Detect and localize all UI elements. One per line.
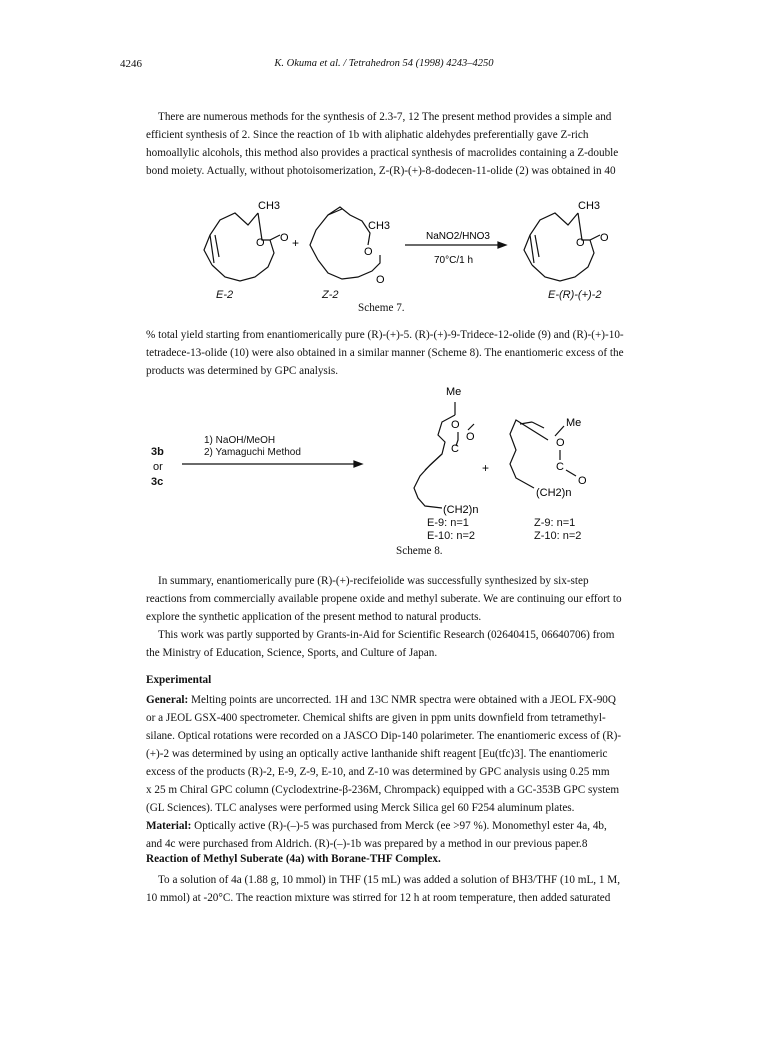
ch3-label: CH3 xyxy=(258,200,281,212)
material-label: Material: xyxy=(146,820,192,832)
text-line: homoallylic alcohols, this method also provides a practical synthesis of macrolides containing a Z-double xyxy=(146,147,619,159)
text-line: products was determined by GPC analysis. xyxy=(146,365,339,377)
plus-sign: + xyxy=(292,236,300,250)
oxygen-label: O xyxy=(556,437,565,449)
oxygen-label: O xyxy=(256,237,265,249)
scheme-7-structures xyxy=(190,195,630,290)
reagent-bottom: 70°C/1 h xyxy=(434,255,474,266)
text-line xyxy=(146,691,652,709)
page-number: 4246 xyxy=(120,58,142,70)
text-line: bond moiety. Actually, without photoisomerization, Z-(R)-(+)-8-dodecen-11-olide (2) was obtained in 40 xyxy=(146,165,616,177)
reactant-3c: 3c xyxy=(151,476,164,488)
general-text: Melting points are uncorrected. 1H and 13C NMR spectra were obtained with a JEOL FX-90Q xyxy=(191,694,616,706)
ch2n-label: (CH2)n xyxy=(536,487,572,499)
text-line: (GL Sciences). TLC analyses were performed using Merck Silica gel 60 F254 aluminum plates. xyxy=(146,802,575,814)
carbon-label: C xyxy=(556,461,564,473)
oxygen-label: O xyxy=(600,232,609,244)
text-line: efficient synthesis of 2. Since the reaction of 1b with aliphatic aldehydes preferentially gave Z-rich xyxy=(146,129,589,141)
compound-label-e2: E-2 xyxy=(216,289,234,301)
text-line: the Ministry of Education, Science, Sports, and Culture of Japan. xyxy=(146,647,438,659)
compound-label-product: E-(R)-(+)-2 xyxy=(548,289,602,301)
page-header xyxy=(0,58,768,74)
label-z10: Z-10: n=2 xyxy=(534,530,582,542)
material-text: Optically active (R)-(–)-5 was purchased from Merck (ee >97 %). Monomethyl ester 4a, 4b, xyxy=(194,820,607,832)
ch2n-label: (CH2)n xyxy=(443,504,479,516)
text-line: (+)-2 was determined by using an optically active lanthanide shift reagent [Eu(tfc)3]. The enantiomeric xyxy=(146,748,608,760)
ch3-label: CH3 xyxy=(578,200,601,212)
scheme-7-caption: Scheme 7. xyxy=(358,302,405,314)
text-line: excess of the products (R)-2, E-9, Z-9, E-10, and Z-10 was determined by GPC analysis using 0.25 mm xyxy=(146,766,610,778)
reactant-3b: 3b xyxy=(151,446,164,458)
reagent-top: NaNO2/HNO3 xyxy=(426,231,490,242)
oxygen-label: O xyxy=(576,237,585,249)
step-2: 2) Yamaguchi Method xyxy=(204,447,301,458)
scheme-8-caption: Scheme 8. xyxy=(396,545,443,557)
section-heading: Experimental xyxy=(146,674,212,686)
text-line: There are numerous methods for the synthesis of 2.3-7, 12 The present method provides a simple and xyxy=(158,111,612,123)
text-line xyxy=(146,817,652,835)
oxygen-label: O xyxy=(466,431,475,443)
plus-sign: + xyxy=(482,461,490,475)
compound-label-z2: Z-2 xyxy=(322,289,339,301)
text-line: and 4c were purchased from Aldrich. (R)-(–)-1b was prepared by a method in our previous paper.8 xyxy=(146,838,588,850)
oxygen-label: O xyxy=(364,246,373,258)
oxygen-label: O xyxy=(376,274,385,286)
text-line: % total yield starting from enantiomerically pure (R)-(+)-5. (R)-(+)-9-Tridece-12-olide (9) and (R)-(+)-10- xyxy=(146,329,624,341)
or-label: or xyxy=(153,461,163,473)
text-line: In summary, enantiomerically pure (R)-(+)-recifeiolide was successfully synthesized by six-step xyxy=(158,575,589,587)
text-line: tetradece-13-olide (10) were also obtained in a similar manner (Scheme 8). The enantiomeric excess of the xyxy=(146,347,624,359)
text-line: This work was partly supported by Grants-in-Aid for Scientific Research (02640415, 06640706) from xyxy=(158,629,615,641)
text-line: silane. Optical rotations were recorded on a JASCO Dip-140 polarimeter. The enantiomeric excess of (R)- xyxy=(146,730,622,742)
running-title: K. Okuma et al. / Tetrahedron 54 (1998) 4243–4250 xyxy=(274,58,494,69)
text-line: x 25 m Chiral GPC column (Cyclodextrine-β-236M, Chrompack) equipped with a GC-353B GPC system xyxy=(146,784,620,796)
text-line: To a solution of 4a (1.88 g, 10 mmol) in THF (15 mL) was added a solution of BH3/THF (10 mL, 1 M, xyxy=(158,874,621,886)
carbon-label: C xyxy=(451,443,459,455)
general-label: General: xyxy=(146,694,189,706)
label-e10: E-10: n=2 xyxy=(427,530,476,542)
label-z9: Z-9: n=1 xyxy=(534,517,576,529)
text-line: or a JEOL GSX-400 spectrometer. Chemical shifts are given in ppm units downfield from tetramethyl- xyxy=(146,712,606,724)
reaction-heading: Reaction of Methyl Suberate (4a) with Borane-THF Complex. xyxy=(146,853,441,865)
step-1: 1) NaOH/MeOH xyxy=(204,435,276,446)
ch3-label: CH3 xyxy=(368,220,391,232)
text-line: explore the synthetic application of the present method to natural products. xyxy=(146,611,482,623)
text-line: reactions from commercially available propene oxide and methyl suberate. We are continuing our effort to xyxy=(146,593,622,605)
oxygen-label: O xyxy=(451,419,460,431)
scheme-8-structures xyxy=(180,380,620,530)
text-line: 10 mmol) at -20°C. The reaction mixture was stirred for 12 h at room temperature, then added saturated xyxy=(146,892,611,904)
oxygen-label: O xyxy=(280,232,289,244)
me-label: Me xyxy=(446,386,462,398)
me-label: Me xyxy=(566,417,582,429)
label-e9: E-9: n=1 xyxy=(427,517,469,529)
oxygen-label: O xyxy=(578,475,587,487)
